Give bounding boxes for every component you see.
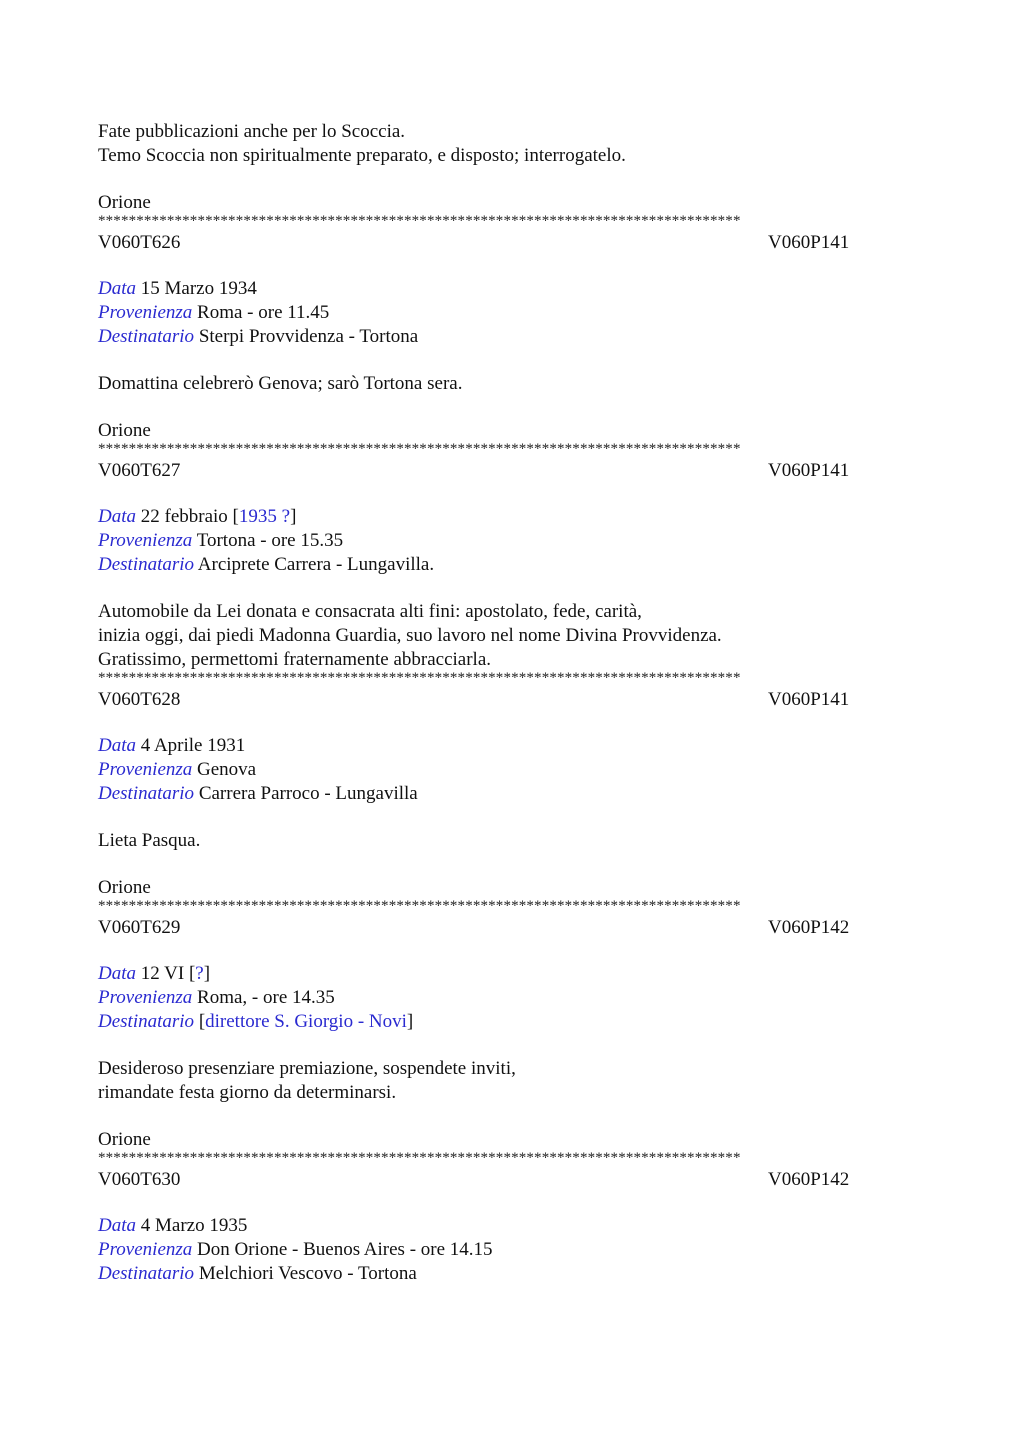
label-provenienza: Provenienza [98, 759, 193, 780]
value-data: 4 Aprile 1931 [140, 735, 246, 756]
separator: ************************************************************************************ [98, 443, 741, 456]
field-provenienza [98, 1238, 928, 1262]
label-provenienza: Provenienza [98, 530, 193, 551]
telegram-id: V060T627 [98, 460, 181, 481]
separator: ************************************************************************************ [98, 900, 741, 913]
label-destinatario: Destinatario [98, 1011, 195, 1032]
label-data: Data [98, 1215, 136, 1236]
separator: ************************************************************************************ [98, 215, 741, 228]
bracket: [ [198, 1011, 206, 1032]
telegram-id: V060T629 [98, 917, 181, 938]
field-provenienza [98, 301, 928, 325]
bracket: ] [203, 963, 211, 984]
body-line: Gratissimo, permettomi fraternamente abbracciarla. [98, 649, 492, 670]
text-line: Fate pubblicazioni anche per lo Scoccia. [98, 121, 406, 142]
text-line: Temo Scoccia non spiritualmente preparato, e disposto; interrogatelo. [98, 145, 626, 166]
document-page [98, 120, 928, 1286]
body-line: rimandate festa giorno da determinarsi. [98, 1082, 397, 1103]
field-destinatario [98, 1010, 928, 1034]
label-provenienza: Provenienza [98, 1239, 193, 1260]
value-destinatario: Melchiori Vescovo - Tortona [198, 1263, 417, 1284]
label-provenienza: Provenienza [98, 302, 193, 323]
value-data: 4 Marzo 1935 [140, 1215, 248, 1236]
page-ref: V060P141 [768, 689, 850, 710]
signature: Orione [98, 420, 151, 441]
entry-header [98, 228, 928, 254]
label-data: Data [98, 278, 136, 299]
signature: Orione [98, 877, 151, 898]
page-ref: V060P141 [768, 232, 850, 253]
separator: ************************************************************************************ [98, 1152, 741, 1165]
field-data [98, 505, 928, 529]
field-destinatario [98, 782, 928, 806]
signature: Orione [98, 1129, 151, 1150]
value-destinatario: Sterpi Provvidenza - Tortona [198, 326, 419, 347]
bracket: ] [406, 1011, 414, 1032]
label-provenienza: Provenienza [98, 987, 193, 1008]
bracket: ] [290, 506, 297, 527]
telegram-id: V060T626 [98, 232, 181, 253]
label-destinatario: Destinatario [98, 554, 195, 575]
signature: Orione [98, 192, 151, 213]
entry-header [98, 1165, 928, 1191]
editorial-note: 1935 ? [238, 506, 291, 527]
separator: ************************************************************************************ [98, 672, 741, 685]
label-destinatario: Destinatario [98, 1263, 195, 1284]
value-data: 22 febbraio [ [140, 506, 239, 527]
entry-header [98, 456, 928, 482]
field-destinatario [98, 553, 928, 577]
field-provenienza [98, 529, 928, 553]
value-provenienza: Roma - ore 11.45 [197, 302, 330, 323]
field-data [98, 1214, 928, 1238]
value-provenienza: Tortona - ore 15.35 [196, 530, 344, 551]
field-data [98, 277, 928, 301]
label-destinatario: Destinatario [98, 326, 195, 347]
field-provenienza [98, 986, 928, 1010]
entry-header [98, 685, 928, 711]
body-line: Domattina celebrerò Genova; sarò Tortona sera. [98, 373, 463, 394]
label-data: Data [98, 506, 136, 527]
value-data: 12 VI [ [140, 963, 196, 984]
label-data: Data [98, 735, 136, 756]
value-destinatario: Carrera Parroco - Lungavilla [198, 783, 418, 804]
body-line: Desideroso presenziare premiazione, sospendete inviti, [98, 1058, 516, 1079]
telegram-id: V060T628 [98, 689, 181, 710]
page-ref: V060P142 [768, 1169, 850, 1190]
value-provenienza: Don Orione - Buenos Aires - ore 14.15 [197, 1239, 493, 1260]
value-data: 15 Marzo 1934 [140, 278, 257, 299]
value-provenienza: Genova [197, 759, 257, 780]
field-provenienza [98, 758, 928, 782]
field-destinatario [98, 1262, 928, 1286]
field-destinatario [98, 325, 928, 349]
editorial-note: direttore S. Giorgio - Novi [205, 1011, 407, 1032]
value-provenienza: Roma, - ore 14.35 [197, 987, 335, 1008]
body-line: Lieta Pasqua. [98, 830, 201, 851]
label-destinatario: Destinatario [98, 783, 195, 804]
telegram-id: V060T630 [98, 1169, 181, 1190]
label-data: Data [98, 963, 136, 984]
editorial-note: ? [195, 963, 204, 984]
body-line: Automobile da Lei donata e consacrata alti fini: apostolato, fede, carità, [98, 601, 642, 622]
field-data [98, 962, 928, 986]
page-ref: V060P141 [768, 460, 850, 481]
field-data [98, 734, 928, 758]
entry-header [98, 913, 928, 939]
body-line: inizia oggi, dai piedi Madonna Guardia, suo lavoro nel nome Divina Provvidenza. [98, 625, 722, 646]
page-ref: V060P142 [768, 917, 850, 938]
value-destinatario: Arciprete Carrera - Lungavilla. [197, 554, 435, 575]
